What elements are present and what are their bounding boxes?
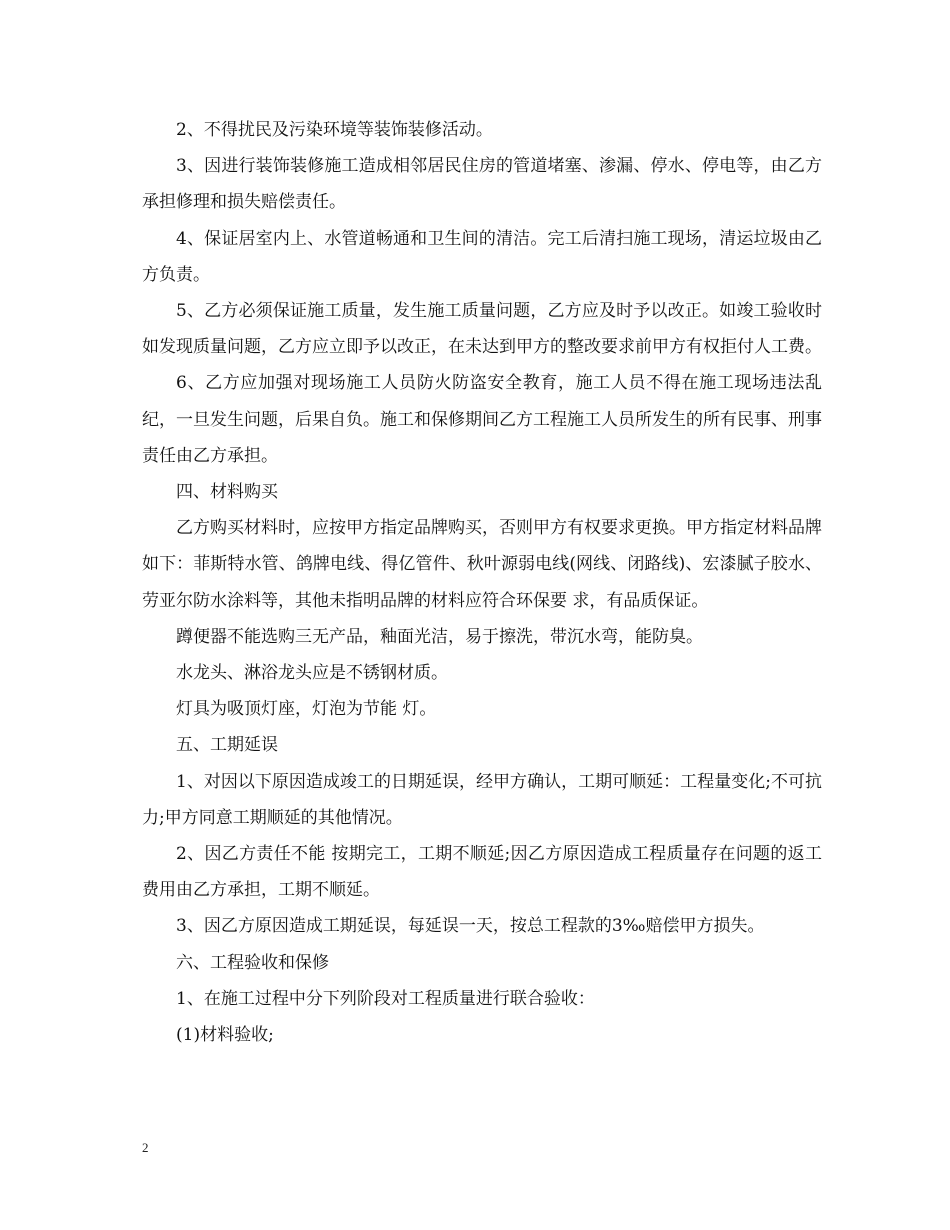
paragraph-item-3: 3、因进行装饰装修施工造成相邻居民住房的管道堵塞、渗漏、停水、停电等，由乙方承担修理和损失赔偿责任。 [142,156,822,213]
page-number: 2 [142,1140,149,1155]
paragraph-item-5: 5、乙方必须保证施工质量，发生施工质量问题，乙方应及时予以改正。如竣工验收时如发现质量问题，乙方应立即予以改正，在未达到甲方的整改要求前甲方有权拒付人工费。 [142,301,822,358]
paragraph-material-brands: 乙方购买材料时，应按甲方指定品牌购买，否则甲方有权要求更换。甲方指定材料品牌如下：菲斯特水管、鸽牌电线、得亿管件、秋叶源弱电线(网线、闭路线)、宏漆腻子胶水、劳亚尔防水涂料等，其他未指明品牌的材料应符合环保要 求，有品质保证。 [142,518,822,611]
paragraph-item-4: 4、保证居室内上、水管道畅通和卫生间的清洁。完工后清扫施工现场，清运垃圾由乙方负责。 [142,228,822,285]
paragraph-toilet: 蹲便器不能选购三无产品，釉面光洁，易于擦洗，带沉水弯，能防臭。 [176,626,703,647]
paragraph-delay-3: 3、因乙方原因造成工期延误，每延误一天，按总工程款的3‰赔偿甲方损失。 [176,916,765,937]
section-heading-delay: 五、工期延误 [176,735,278,756]
paragraph-delay-2: 2、因乙方责任不能 按期完工，工期不顺延;因乙方原因造成工程质量存在问题的返工费用由乙方承担，工期不顺延。 [142,844,822,901]
paragraph-faucet: 水龙头、淋浴龙头应是不锈钢材质。 [176,663,448,684]
paragraph-acceptance-1: 1、在施工过程中分下列阶段对工程质量进行联合验收： [176,988,595,1009]
paragraph-item-6: 6、乙方应加强对现场施工人员防火防盗安全教育，施工人员不得在施工现场违法乱纪，一旦发生问题，后果自负。施工和保修期间乙方工程施工人员所发生的所有民事、刑事责任由乙方承担。 [142,373,822,466]
section-heading-materials: 四、材料购买 [176,482,278,503]
paragraph-item-2: 2、不得扰民及污染环境等装饰装修活动。 [176,120,493,140]
document-body [142,112,822,1053]
section-heading-acceptance: 六、工程验收和保修 [176,952,329,973]
paragraph-material-acceptance: (1)材料验收; [176,1025,274,1046]
paragraph-lighting: 灯具为吸顶灯座，灯泡为节能 灯。 [176,699,437,720]
paragraph-delay-1: 1、对因以下原因造成竣工的日期延误，经甲方确认，工期可顺延：工程量变化;不可抗力;甲方同意工期顺延的其他情况。 [142,771,822,828]
